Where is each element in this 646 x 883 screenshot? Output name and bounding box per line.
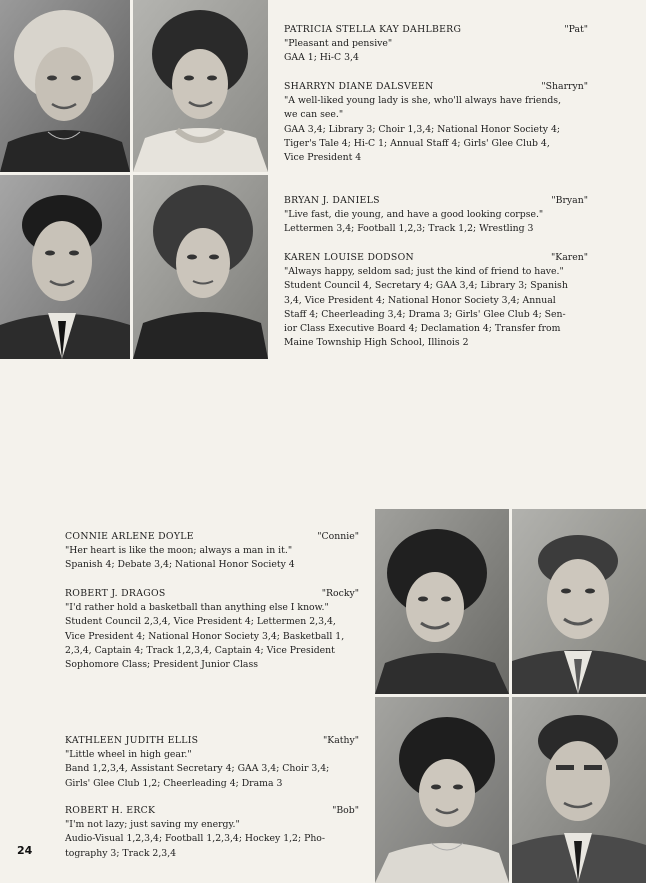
student-quote: "I'm not lazy; just saving my energy." [65,819,240,831]
entry-doyle [65,530,359,573]
student-nickname: "Sharryn" [541,81,588,92]
student-activities: Band 1,2,3,4, Assistant Secretary 4; GAA 3,4; Choir 3,4; Girls' Glee Club 1,2; Cheerleading 4; Drama 3 [65,763,330,789]
student-activities: Spanish 4; Debate 3,4; National Honor Society 4 [65,559,295,571]
portrait-dahlberg [0,0,130,172]
entry-dodson [284,251,588,350]
student-nickname: "Connie" [317,531,359,542]
entry-dalsveen [284,80,588,165]
portrait-dragos [512,509,646,694]
student-activities: Lettermen 3,4; Football 1,2,3; Track 1,2; Wrestling 3 [284,223,534,235]
entry-dahlberg [284,23,588,66]
entry-erck [65,804,359,861]
student-name: ROBERT J. DRAGOS [65,588,166,599]
student-name: ROBERT H. ERCK [65,805,156,816]
entry-daniels [284,194,588,237]
student-name: SHARRYN DIANE DALSVEEN [284,81,434,92]
student-nickname: "Rocky" [321,588,359,599]
photo-grid-bottom [375,509,646,883]
student-nickname: "Karen" [551,252,588,263]
student-name: BRYAN J. DANIELS [284,195,380,206]
student-quote: "I'd rather hold a basketball than anything else I know." [65,602,329,614]
student-quote: "Pleasant and pensive" [284,38,393,50]
photo-grid-top [0,0,268,359]
portrait-dodson [133,175,268,359]
student-name: KAREN LOUISE DODSON [284,252,414,263]
student-name: CONNIE ARLENE DOYLE [65,531,194,542]
portrait-erck [512,697,646,883]
entry-ellis [65,734,359,791]
student-nickname: "Kathy" [322,735,359,746]
student-quote: "A well-liked young lady is she, who'll always have friends, we can see." [284,95,562,121]
student-activities: Audio-Visual 1,2,3,4; Football 1,2,3,4; Hockey 1,2; Pho- tography 3; Track 2,3,4 [65,833,326,859]
portrait-dalsveen [133,0,268,172]
student-quote: "Her heart is like the moon; always a man in it." [65,545,293,557]
portrait-daniels [0,175,130,359]
student-name: KATHLEEN JUDITH ELLIS [65,735,199,746]
entry-dragos [65,587,359,672]
portrait-ellis [375,697,509,883]
student-name: PATRICIA STELLA KAY DAHLBERG [284,24,462,35]
student-nickname: "Bob" [332,805,359,816]
student-nickname: "Bryan" [551,195,588,206]
student-activities: GAA 1; Hi-C 3,4 [284,52,359,64]
student-nickname: "Pat" [564,24,588,35]
student-activities: Student Council 4, Secretary 4; GAA 3,4; Library 3; Spanish 3,4, Vice President 4; National Honor Society 3,4; Annual Staff 4; Cheerleading 3,4; Drama 3; Girls' Glee Club 4; Sen- ior Class Executive Board 4; Declamation 4; Transfer from Maine Township High School, Illinois 2 [284,280,568,349]
portrait-doyle [375,509,509,694]
student-quote: "Always happy, seldom sad; just the kind of friend to have." [284,266,564,278]
page-number: 24 [17,844,33,857]
student-activities: Student Council 2,3,4, Vice President 4; Lettermen 2,3,4, Vice President 4; National Honor Society 3,4; Basketball 1, 2,3,4, Captain 4; Track 1,2,3,4, Captain 4; Vice President Sophomore Class; President Junior Class [65,616,345,670]
student-activities: GAA 3,4; Library 3; Choir 1,3,4; National Honor Society 4; Tiger's Tale 4; Hi-C 1; Annual Staff 4; Girls' Glee Club 4, Vice President 4 [284,123,561,163]
student-quote: "Live fast, die young, and have a good looking corpse." [284,209,544,221]
student-quote: "Little wheel in high gear." [65,749,192,761]
